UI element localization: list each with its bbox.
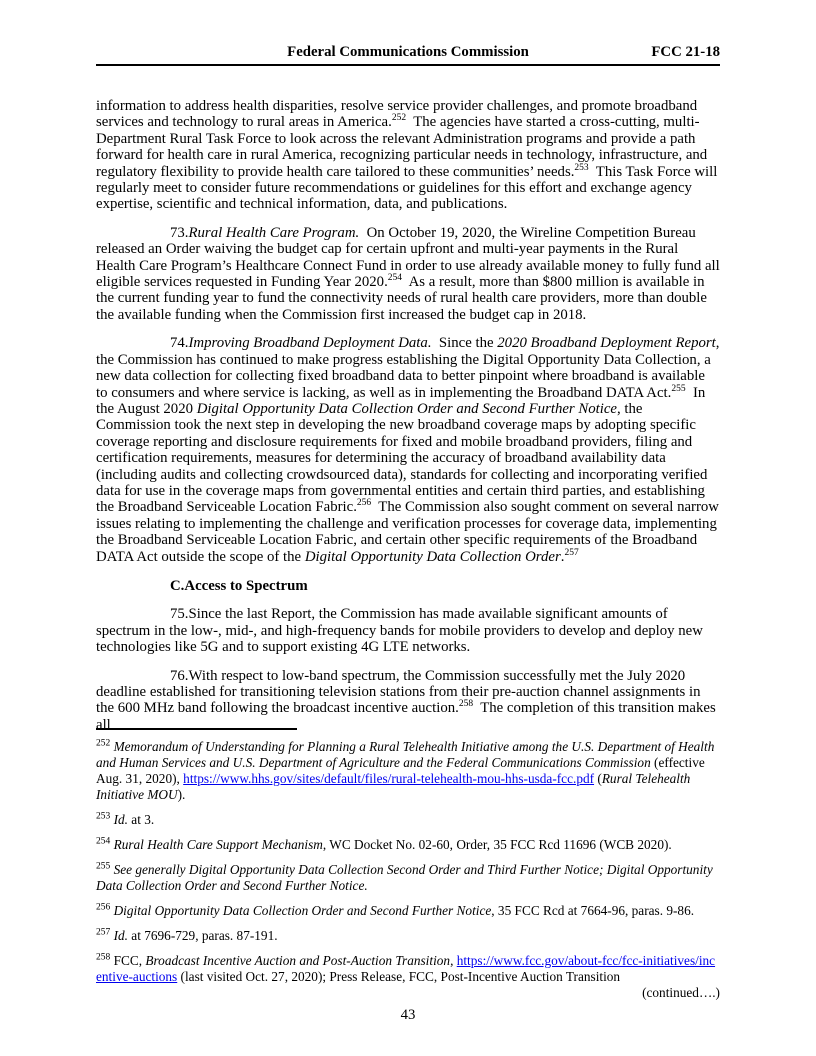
italic-text: Digital Opportunity Data Collection Order and Second Further Notice xyxy=(196,400,617,417)
footnote xyxy=(96,812,720,828)
hyperlink[interactable]: https://www.hhs.gov/sites/default/files/rural-telehealth-mou-hhs-usda-fcc.pdf xyxy=(183,771,595,786)
footnote-ref: 256 xyxy=(356,498,372,509)
footnote-ref: 255 xyxy=(671,383,686,394)
paragraph-number: 73. xyxy=(170,224,189,241)
footnote-ref: 254 xyxy=(387,273,403,284)
footnote-marker: 256 xyxy=(96,902,111,913)
text-run: Since the xyxy=(431,335,498,352)
continued-note: (continued….) xyxy=(642,985,720,1000)
footnote-ref: 258 xyxy=(458,699,474,710)
document-body xyxy=(96,98,724,733)
text-run: ( xyxy=(594,771,602,786)
paragraph-number: 76. xyxy=(170,667,189,684)
text-run: (last visited Oct. 27, 2020); Press Release, FCC, Post-Incentive Auction Transition xyxy=(177,969,621,984)
header-title: Federal Communications Commission xyxy=(287,44,529,60)
footnote xyxy=(96,953,720,985)
footnote-marker: 253 xyxy=(96,811,111,822)
text-run: FCC, xyxy=(113,953,146,968)
paragraph-number: 75. xyxy=(170,606,189,623)
text-run: In the August 2020 xyxy=(96,384,710,417)
footnote-marker: 255 xyxy=(96,861,111,872)
text-run: at 7696-729, paras. 87-191. xyxy=(127,928,278,943)
footnote-marker: 254 xyxy=(96,836,111,847)
italic-text: Rural Health Care Support Mechanism xyxy=(113,837,323,852)
footnote-ref: 257 xyxy=(564,547,579,558)
text-run: , the Commission took the next step in developing the new broadband coverage maps by adopting specific coverage reporting and disclosure requirements for fixed and mobile broadband providers, filing and certification requirements, measures for determining the accuracy of broadband availability data (including audits and collecting crowdsourced data), standards for collecting and incorporating verified data for use in the coverage maps from governmental entities and certain third parties, and establishing the Broadband Serviceable Location Fabric. xyxy=(96,400,712,516)
footnote-marker: 258 xyxy=(96,952,111,963)
paragraph-number: C. xyxy=(170,577,185,594)
italic-text: Broadcast Incentive Auction and Post-Auction Transition xyxy=(145,953,451,968)
text-run: The agencies have started a cross-cutting, multi-Department Rural Task Force to look across the relevant Administration programs and provide a path forward for health care in rural America, recognizing particular needs in technology, infrastructure, and regulatory flexibility to provide health care tailored to these communities’ needs. xyxy=(96,114,711,180)
body-paragraph xyxy=(96,606,720,655)
italic-text: Memorandum of Understanding for Planning a Rural Telehealth Initiative among the U.S. Department of Health and Human Services and U.S. Department of Agriculture and the Federal Communications Commission xyxy=(96,739,718,770)
footnote-marker: 252 xyxy=(96,738,111,749)
body-paragraph xyxy=(96,98,720,213)
footnote xyxy=(96,739,720,803)
body-paragraph xyxy=(96,668,720,734)
text-run: , 35 FCC Rcd at 7664-96, paras. 9-86. xyxy=(491,903,695,918)
paragraph-number: 74. xyxy=(170,335,189,352)
italic-text: Digital Opportunity Data Collection Order xyxy=(304,548,561,565)
footnote-marker: 257 xyxy=(96,927,111,938)
italic-text: Rural Health Care Program. xyxy=(188,224,360,241)
section-heading xyxy=(96,578,720,594)
text-run: Since the last Report, the Commission has made available significant amounts of spectrum in the low-, mid-, and high-frequency bands for mobile providers to develop and deploy new technologies like 5G and to support existing 4G LTE networks. xyxy=(96,606,707,656)
text-run: , xyxy=(450,953,457,968)
footnote xyxy=(96,837,720,853)
page-header xyxy=(96,44,720,66)
text-run: As a result, more than $800 million is available in the current funding year to fund the connectivity needs of rural health care providers, more than double the available funding when the Commission first increased the budget cap in 2018. xyxy=(96,274,711,323)
footnote-area xyxy=(96,728,720,1024)
text-run: Access to Spectrum xyxy=(184,577,308,594)
footnote xyxy=(96,862,720,894)
italic-text: Id. xyxy=(113,928,128,943)
italic-text: See generally Digital Opportunity Data Collection Second Order and Third Further Notice; Digital Opportunity Data Collection Order and Second Further Notice. xyxy=(96,862,717,893)
text-run: (effective Aug. 31, 2020), xyxy=(96,755,708,786)
page-number: 43 xyxy=(400,1007,416,1023)
text-run: With respect to low-band spectrum, the Commission successfully met the July 2020 deadline established for transitioning television stations from their pre-auction channel assignments in the 600 MHz band following the broadcast incentive auction. xyxy=(96,667,705,717)
text-run: ). xyxy=(177,787,186,802)
italic-text: Id. xyxy=(113,812,128,827)
body-paragraph xyxy=(96,224,724,323)
header-doc-number: FCC 21-18 xyxy=(651,44,720,60)
text-run: , the Commission has continued to make progress establishing the Digital Opportunity Data Collection, a new data collection for collecting fixed broadband data to better pinpoint where broadband is available to consumers and where service is lacking, as well as in implementing the Broadband DATA Act. xyxy=(96,335,724,401)
text-run: The completion of this transition makes all xyxy=(96,700,720,733)
italic-text: Digital Opportunity Data Collection Order and Second Further Notice xyxy=(113,903,492,918)
footnote-list xyxy=(96,739,720,985)
text-run: , WC Docket No. 02-60, Order, 35 FCC Rcd 11696 (WCB 2020). xyxy=(322,837,672,852)
italic-text: Rural Telehealth Initiative MOU xyxy=(96,771,694,802)
hyperlink[interactable]: https://www.fcc.gov/about-fcc/fcc-initiatives/incentive-auctions xyxy=(96,953,716,984)
footnote-separator xyxy=(96,728,297,730)
italic-text: 2020 Broadband Deployment Report xyxy=(497,335,716,352)
text-run: The Commission also sought comment on several narrow issues relating to implementing the challenge and verification processes for coverage data, implementing the Broadband Serviceable Location Fabric, and certain other specific requirements of the Broadband DATA Act outside the scope of the xyxy=(96,499,723,565)
text-run: information to address health disparities, resolve service provider challenges, and promote broadband services and technology to rural areas in America. xyxy=(96,98,701,131)
footnote-ref: 252 xyxy=(391,113,407,124)
footnote xyxy=(96,928,720,944)
text-run: This Task Force will regularly meet to consider future recommendations or guidelines for this effort and exchange agency expertise, scientific and technical information, data, and publications. xyxy=(96,163,722,213)
body-paragraph xyxy=(96,335,724,565)
text-run: . xyxy=(560,548,565,565)
text-run: at 3. xyxy=(127,812,155,827)
footnote-ref: 253 xyxy=(574,162,589,173)
text-run: On October 19, 2020, the Wireline Competition Bureau released an Order waiving the budget cap for certain upfront and multi-year payments in the Rural Health Care Program’s Healthcare Connect Fund in order to use already available money to fully fund all eligible services requested in Funding Year 2020. xyxy=(96,224,724,291)
italic-text: Improving Broadband Deployment Data. xyxy=(188,335,432,352)
footnote xyxy=(96,903,720,919)
